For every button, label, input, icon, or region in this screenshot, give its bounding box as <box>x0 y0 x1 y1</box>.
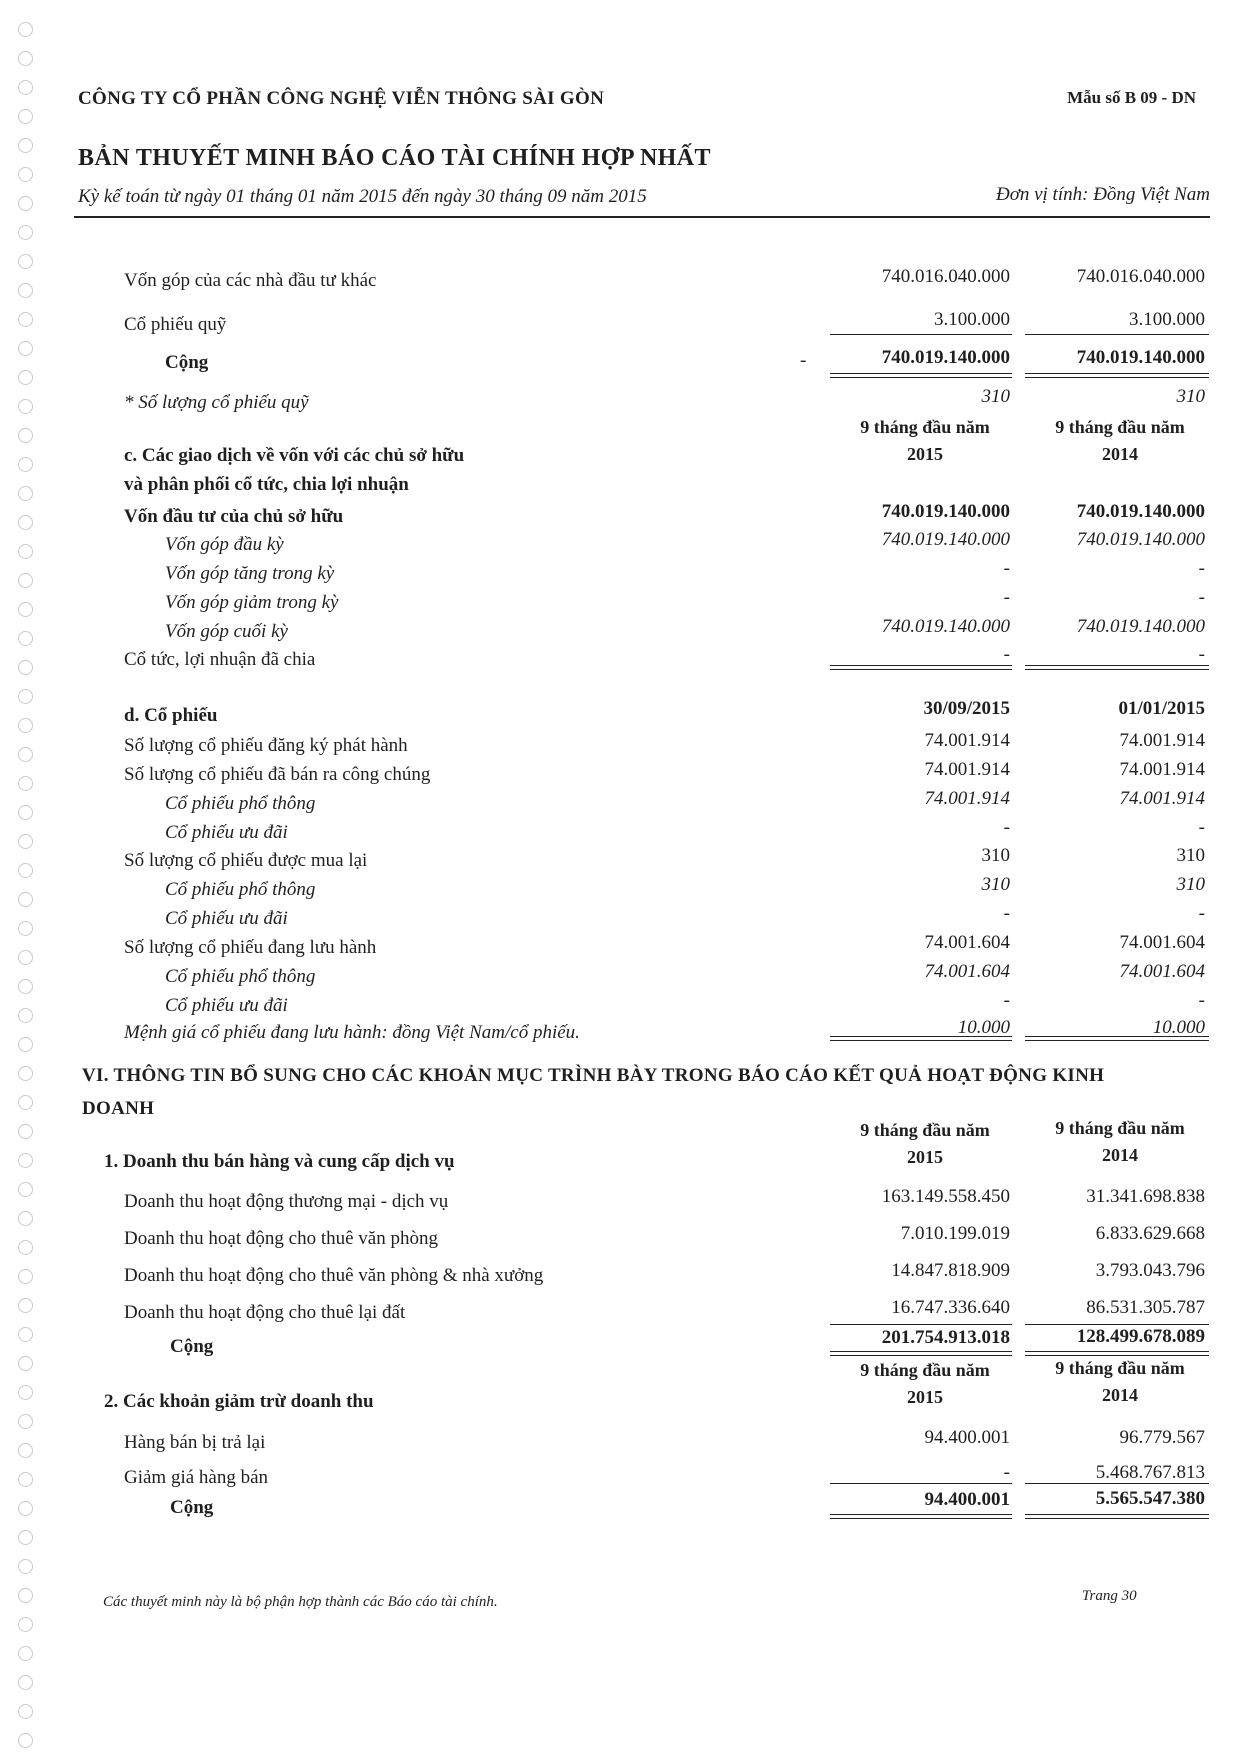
binder-hole <box>18 196 33 211</box>
total-label: Cộng <box>170 1336 214 1357</box>
binder-hole <box>18 979 33 994</box>
row-value-col2: - <box>1198 990 1205 1011</box>
row-label: Doanh thu hoạt động cho thuê văn phòng & nhà xưởng <box>124 1265 544 1286</box>
binder-hole <box>18 22 33 37</box>
row-value-col2: - <box>1198 587 1205 608</box>
binder-hole <box>18 689 33 704</box>
binder-hole <box>18 1414 33 1429</box>
subtotal-rule <box>1025 334 1209 335</box>
row-value-col1: 7.010.199.019 <box>900 1223 1010 1244</box>
binder-hole <box>18 1327 33 1342</box>
binder-hole <box>18 1095 33 1110</box>
binder-hole <box>18 1182 33 1197</box>
row-value-col1: - <box>1003 817 1010 838</box>
binder-hole <box>18 1385 33 1400</box>
row-value-col2: - <box>1198 903 1205 924</box>
subtotal-rule <box>1025 1483 1209 1484</box>
row-value-col1: 74.001.604 <box>924 961 1010 982</box>
page-number: Trang 30 <box>1082 1588 1137 1604</box>
subtotal-rule <box>830 1483 1012 1484</box>
binder-hole <box>18 1646 33 1661</box>
section-2-title: 2. Các khoản giảm trừ doanh thu <box>104 1391 374 1412</box>
binder-hole <box>18 428 33 443</box>
row-label: Cổ phiếu ưu đãi <box>165 995 288 1016</box>
binder-hole <box>18 602 33 617</box>
row-value-col2: 74.001.914 <box>1119 788 1205 809</box>
binder-hole <box>18 573 33 588</box>
total-double-rule <box>830 373 1012 378</box>
binder-hole <box>18 167 33 182</box>
binder-hole <box>18 544 33 559</box>
section-vi-title-cont: DOANH <box>82 1098 155 1119</box>
row-value-col2: 31.341.698.838 <box>1086 1186 1205 1207</box>
currency-unit: Đơn vị tính: Đồng Việt Nam <box>995 184 1210 205</box>
row-value-col2: 310 <box>1176 874 1205 895</box>
binder-hole <box>18 1704 33 1719</box>
binder-hole <box>18 1559 33 1574</box>
row-value-col2: 10.000 <box>1152 1017 1205 1038</box>
binder-hole <box>18 776 33 791</box>
row-value-col1: - <box>1003 903 1010 924</box>
row-value-col2: - <box>1198 817 1205 838</box>
footer-note: Các thuyết minh này là bộ phận hợp thành các Báo cáo tài chính. <box>103 1594 498 1610</box>
row-value-col2: 5.468.767.813 <box>1095 1462 1205 1483</box>
row-label: Hàng bán bị trả lại <box>124 1432 266 1453</box>
row-label: Doanh thu hoạt động thương mại - dịch vụ <box>124 1191 449 1212</box>
binder-hole <box>18 1066 33 1081</box>
total-label: Cộng <box>170 1497 214 1518</box>
row-value-col1: 14.847.818.909 <box>891 1260 1010 1281</box>
row-value-col1: 74.001.914 <box>924 759 1010 780</box>
binder-hole <box>18 1588 33 1603</box>
company-name: CÔNG TY CỔ PHẦN CÔNG NGHỆ VIỄN THÔNG SÀI GÒN <box>78 88 605 109</box>
binder-hole <box>18 718 33 733</box>
row-label: Giảm giá hàng bán <box>124 1467 269 1488</box>
binder-hole <box>18 631 33 646</box>
row-value-col1: - <box>1003 644 1010 665</box>
row-label: Số lượng cổ phiếu đã bán ra công chúng <box>124 764 431 785</box>
page-title: BẢN THUYẾT MINH BÁO CÁO TÀI CHÍNH HỢP NHẤT <box>78 145 711 171</box>
row-label: Cổ phiếu phổ thông <box>165 879 316 900</box>
binder-hole <box>18 863 33 878</box>
binder-hole <box>18 109 33 124</box>
row-label: Doanh thu hoạt động cho thuê lại đất <box>124 1302 406 1323</box>
row-label: Vốn góp đầu kỳ <box>165 534 284 555</box>
total-value-2015: 201.754.913.018 <box>881 1327 1010 1348</box>
row-label: Cổ phiếu ưu đãi <box>165 822 288 843</box>
row-value-col1: 310 <box>981 845 1010 866</box>
binder-hole <box>18 1153 33 1168</box>
binder-hole <box>18 51 33 66</box>
row-value-col1: 10.000 <box>957 1017 1010 1038</box>
row-value-col2: 74.001.604 <box>1119 961 1205 982</box>
treasury-shares-label: * Số lượng cổ phiếu quỹ <box>124 392 309 413</box>
total-value-2014: 128.499.678.089 <box>1076 1326 1205 1347</box>
row-value-col1: - <box>1003 587 1010 608</box>
subtotal-rule <box>830 334 1012 335</box>
row-value-col2: 74.001.914 <box>1119 759 1205 780</box>
binder-hole <box>18 341 33 356</box>
binder-hole <box>18 805 33 820</box>
binder-hole <box>18 1443 33 1458</box>
binder-hole <box>18 399 33 414</box>
binder-hole <box>18 225 33 240</box>
binder-hole <box>18 747 33 762</box>
subtotal-rule <box>830 1324 1012 1325</box>
section-vi-title: VI. THÔNG TIN BỔ SUNG CHO CÁC KHOẢN MỤC TRÌNH BÀY TRONG BÁO CÁO KẾT QUẢ HOẠT ĐỘNG KINH <box>82 1065 1105 1086</box>
row-value-col1: 740.019.140.000 <box>881 529 1010 550</box>
total-double-rule <box>830 1514 1012 1519</box>
binder-hole <box>18 283 33 298</box>
reporting-period: Kỳ kế toán từ ngày 01 tháng 01 năm 2015 đến ngày 30 tháng 09 năm 2015 <box>78 186 647 207</box>
section-c-title: c. Các giao dịch về vốn với các chủ sở hữu <box>124 445 465 466</box>
row-value-col2: 740.019.140.000 <box>1076 529 1205 550</box>
row-label: Cổ phiếu phổ thông <box>165 793 316 814</box>
row-value-col2: 86.531.305.787 <box>1086 1297 1205 1318</box>
row-value-col2: 3.793.043.796 <box>1095 1260 1205 1281</box>
binder-hole <box>18 921 33 936</box>
total-double-rule <box>830 1351 1012 1356</box>
binder-hole <box>18 1008 33 1023</box>
row-value-2015: 740.016.040.000 <box>881 266 1010 287</box>
row-value-col1: 74.001.914 <box>924 730 1010 751</box>
row-value-col1: 74.001.604 <box>924 932 1010 953</box>
row-value-col1: 163.149.558.450 <box>881 1186 1010 1207</box>
row-label: Số lượng cổ phiếu được mua lại <box>124 850 368 871</box>
binder-hole <box>18 1298 33 1313</box>
binder-hole <box>18 312 33 327</box>
col-header-date-1: 30/09/2015 <box>923 698 1010 719</box>
col-header-date-2: 01/01/2015 <box>1118 698 1205 719</box>
header-rule <box>74 216 1210 218</box>
binder-hole <box>18 1240 33 1255</box>
row-label: Mệnh giá cổ phiếu đang lưu hành: đồng Việt Nam/cổ phiếu. <box>124 1022 580 1043</box>
row-value-col1: - <box>1003 990 1010 1011</box>
row-label: Cổ tức, lợi nhuận đã chia <box>124 649 316 670</box>
row-label: Cổ phiếu ưu đãi <box>165 908 288 929</box>
treasury-value-2014: 310 <box>1176 386 1205 407</box>
binder-hole <box>18 892 33 907</box>
row-label: Số lượng cổ phiếu đăng ký phát hành <box>124 735 408 756</box>
row-label: Cổ phiếu phổ thông <box>165 966 316 987</box>
col-header-2015: 9 tháng đầu năm 2015 <box>860 1120 990 1167</box>
col-header-2014: 9 tháng đầu năm 2014 <box>1055 1118 1185 1165</box>
binder-hole <box>18 1501 33 1516</box>
row-label: Số lượng cổ phiếu đang lưu hành <box>124 937 377 958</box>
row-value-col2: - <box>1198 644 1205 665</box>
binder-hole <box>18 1124 33 1139</box>
row-value-col2: - <box>1198 558 1205 579</box>
treasury-value-2015: 310 <box>981 386 1010 407</box>
col-header-2014: 9 tháng đầu năm 2014 <box>1055 1358 1185 1405</box>
section-d-double-rule <box>1025 1036 1209 1041</box>
total-value-2015: 740.019.140.000 <box>881 347 1010 368</box>
binder-hole <box>18 1675 33 1690</box>
total-value-2014: 5.565.547.380 <box>1095 1488 1205 1509</box>
row-value-col1: 310 <box>981 874 1010 895</box>
row-value-2014: 3.100.000 <box>1129 309 1205 330</box>
binder-hole <box>18 1356 33 1371</box>
row-label: Vốn đầu tư của chủ sở hữu <box>124 506 344 527</box>
section-c-double-rule <box>830 665 1012 670</box>
binder-hole <box>18 515 33 530</box>
row-value-col2: 6.833.629.668 <box>1095 1223 1205 1244</box>
binder-hole <box>18 1211 33 1226</box>
row-label: Vốn góp cuối kỳ <box>165 621 288 642</box>
total-label: Cộng <box>165 352 209 373</box>
form-code: Mẫu số B 09 - DN <box>1067 88 1196 107</box>
section-d-title: d. Cổ phiếu <box>124 705 218 726</box>
row-value-col1: 74.001.914 <box>924 788 1010 809</box>
row-label: Vốn góp giảm trong kỳ <box>165 592 339 613</box>
row-value-col1: 94.400.001 <box>924 1427 1010 1448</box>
section-c-double-rule <box>1025 665 1209 670</box>
binder-hole <box>18 1733 33 1748</box>
row-label: Doanh thu hoạt động cho thuê văn phòng <box>124 1228 438 1249</box>
col-header-2015: 9 tháng đầu năm 2015 <box>860 417 990 464</box>
row-value-2015: 3.100.000 <box>934 309 1010 330</box>
row-value-col2: 74.001.604 <box>1119 932 1205 953</box>
row-value-col1: 16.747.336.640 <box>891 1297 1010 1318</box>
row-label: Cổ phiếu quỹ <box>124 314 227 335</box>
row-value-col2: 740.019.140.000 <box>1076 616 1205 637</box>
section-1-title: 1. Doanh thu bán hàng và cung cấp dịch vụ <box>104 1151 455 1172</box>
binder-hole <box>18 80 33 95</box>
section-d-double-rule <box>830 1036 1012 1041</box>
row-value-col1: 740.019.140.000 <box>881 616 1010 637</box>
row-value-col2: 310 <box>1176 845 1205 866</box>
binder-hole <box>18 1530 33 1545</box>
row-label: Vốn góp tăng trong kỳ <box>165 563 335 584</box>
total-double-rule <box>1025 373 1209 378</box>
row-value-col1: - <box>1003 558 1010 579</box>
row-label: Vốn góp của các nhà đầu tư khác <box>124 270 377 291</box>
row-value-col2: 740.019.140.000 <box>1076 501 1205 522</box>
binder-hole <box>18 1617 33 1632</box>
col-header-2014: 9 tháng đầu năm 2014 <box>1055 417 1185 464</box>
total-dash: - <box>800 350 807 371</box>
total-value-2015: 94.400.001 <box>924 1489 1010 1510</box>
binder-hole <box>18 254 33 269</box>
total-value-2014: 740.019.140.000 <box>1076 347 1205 368</box>
row-value-2014: 740.016.040.000 <box>1076 266 1205 287</box>
total-double-rule <box>1025 1514 1209 1519</box>
section-c-subtitle: và phân phối cổ tức, chia lợi nhuận <box>124 474 409 495</box>
binder-hole <box>18 1269 33 1284</box>
binder-hole <box>18 950 33 965</box>
binder-hole <box>18 834 33 849</box>
binder-hole <box>18 370 33 385</box>
row-value-col1: - <box>1003 1462 1010 1483</box>
col-header-2015: 9 tháng đầu năm 2015 <box>860 1360 990 1407</box>
binder-hole <box>18 1037 33 1052</box>
row-value-col1: 740.019.140.000 <box>881 501 1010 522</box>
binder-hole <box>18 457 33 472</box>
row-value-col2: 74.001.914 <box>1119 730 1205 751</box>
subtotal-rule <box>1025 1324 1209 1325</box>
binder-hole <box>18 660 33 675</box>
binder-hole <box>18 1472 33 1487</box>
row-value-col2: 96.779.567 <box>1119 1427 1205 1448</box>
binder-hole <box>18 138 33 153</box>
binder-hole <box>18 486 33 501</box>
